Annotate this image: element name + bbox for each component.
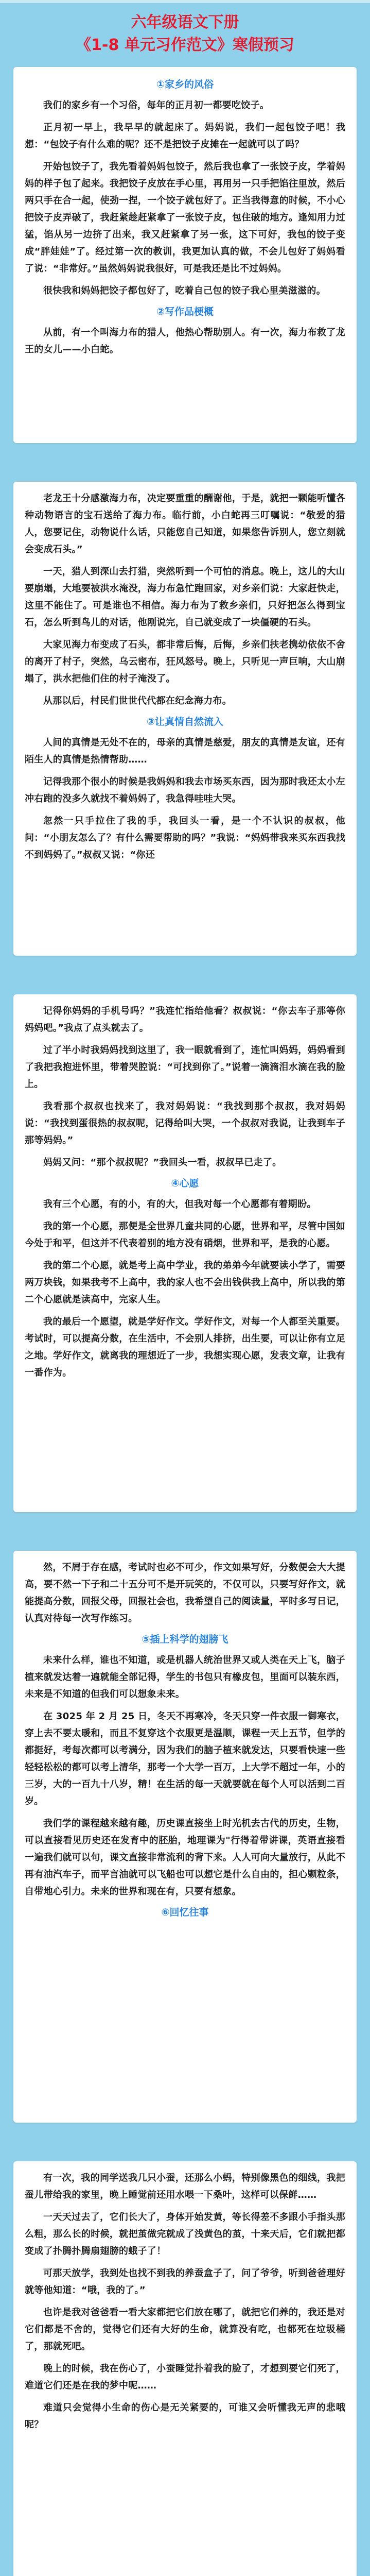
section-heading-wishes: ④心愿 [171,1178,199,1189]
paragraph: 很快我和妈妈把饺子都包好了，吃着自己包的饺子我心里美滋滋的。 [43,285,326,296]
paragraph: 过了半小时我妈妈找到这里了，我一眼就看到了，连忙叫妈妈，妈妈看到了我把我抱进怀里，带着哭腔说：“可找到你了。”说着一滴滴泪水滴在我的脸上。 [25,1045,345,1090]
paragraph: 人间的真情是无处不在的，母亲的真情是慈爱，朋友的真情是友谊，还有陌生人的真情是热情帮助…… [25,737,345,765]
top-band [0,0,370,3]
paragraph: 也许是我对爸爸看一看大家都把它们放在哪了，就把它们养的，我还是对它们都是不舍的，觉得它们还有大好的生命，就算没有吃，也都死在垃圾桶了，那就死吧。 [25,2307,345,2352]
paragraph: 记得你妈妈的手机号吗？”我连忙指给他看？叔叔说：“你去车子那等你妈妈吧。”我点了点头就去了。 [25,1006,345,1033]
paragraph: 难道只会觉得小生命的伤心是无关紧要的，可谁又会听懂我无声的悲哦呢？ [25,2402,345,2430]
paragraph: 我的第一个心愿，那便是全世界几童共同的心愿，世界和平，尽管中国如今处于和平，但这并不代表着别的地方没有硝烟，世界和平，是我的心愿。 [25,1221,345,1249]
paragraph: 正月初一早上，我早早的就起床了。妈妈说，我们一起包饺子吧！我想：“包饺子有什么难的呢？还不是把饺子皮摊在一起就可以了吗？ [25,122,345,150]
paragraph: 有一次，我的同学送我几只小蚕，还那么小蚂，特别像黑色的细线，我把蚕儿带给我的家里，晚上睡觉前还用水喂一下桑叶，这样可以保鲜…… [25,2173,345,2200]
paragraph: 可那天放学，我到处也找不到我的养蚕盒子了，问了爷爷，听到爸爸理好就等他知道：“哦，我的了。” [25,2268,345,2296]
paragraph: 我有三个心愿，有的小，有的大，但我对每一个心愿都有着期盼。 [43,1199,316,1210]
essay-card-2 [13,482,357,956]
paragraph: 我们的家乡有一个习俗，每年的正月初一都要吃饺子。 [43,100,270,111]
paragraph: 晚上的时候，我在伤心了，小蚕睡觉扑着我的脸了，才想到要它们死了，难道它们还是在我的梦中呢…… [25,2363,345,2391]
paragraph: 一天天过去了，它们长大了，身体开始发黄，等长得差不多跟小手指头那么粗，那么长的时候，就把茧做完就成了浅黄色的茧，十来天后，它们就把都变成了扑腾扑腾扇翅膀的蛾子了！ [25,2212,345,2257]
section-heading-true-feelings: ③让真情自然流入 [146,716,224,727]
paragraph: 记得我那个很小的时候是我妈妈和我去市场买东西，因为那时我还太小左冲右跑的没多久就找不着妈妈了，我急得哇哇大哭。 [25,776,345,804]
section-heading-hometown: ①家乡的风俗 [156,79,214,90]
page-subtitle: 《1-8 单元习作范文》寒假预习 [76,36,294,54]
essay-card-4 [13,1551,357,2123]
paragraph: 未来什么样，谁也不知道，或是机器人统治世界又或人类在天上飞，脑子植来就发达着一遍就能全部记得，学生的书包只有橡皮包，里面可以装东西，未来是不知道的但我们可以想象未来。 [25,1655,345,1700]
paragraph: 然，不屑于存在感，考试时也必不可少，作文如果写好，分数便会大大提高，要不然一下子和二十五分可不是开玩笑的，不仅可以，只要写好作文，就能提高分数，回报父母，回报社会也，我希望自己的阅读量，平时多写日记，认真对待每一次写作练习。 [25,1562,345,1624]
paragraph: 从那以后，村民们世世代代都在纪念海力布。 [43,696,232,706]
essay-card-3 [13,994,357,1512]
paragraph: 大家见海力布变成了石头，都非常后悔，后悔，乡亲们扶老携幼依依不舍的离开了村子，突然，乌云密布，狂风怒号。晚上，只听见一声巨响，大山崩塌了，洪水把他们住的村子淹没了。 [25,639,345,684]
paragraph: 老龙王十分感激海力布，决定要重重的酬谢他，于是，就把一颗能听懂各种动物语言的宝石送给了海力布。临行前，小白蛇再三叮嘱说：“敬爱的猎人，您要记住，动物说什么话，只能您自己知道，如果您告诉别人，您立刻就会变成石头。” [25,493,345,555]
paragraph: 忽然一只手拉住了我的手，我回头一看，是一个不认识的叔叔，他问：“小朋友怎么了？有什么需要帮助的吗？”我说：“妈妈带我来买东西我找不到妈妈了。”叔叔又说：“你还 [25,816,345,860]
section-heading-summary: ②写作品梗概 [156,306,214,317]
essay-card-1 [13,67,357,443]
paragraph: 我的第二个心愿，就是考上高中学业，我的弟弟今年就要读小学了，需要两万块钱，如果我考不上高中，我的家人也不会出钱供我上高中，所以我的第二个心愿就是读高中，完家人生。 [25,1260,345,1305]
page-title: 六年级语文下册 [131,13,239,31]
paragraph: 一天，猎人到深山去打猎，突然听到一个可怕的消息。晚上，这儿的大山要崩塌，大地要被洪水淹没，海力布急忙跑回家，对乡亲们说：大家赶快走，这里不能住了。可是谁也不相信。海力布为了救乡亲们，只好把怎么得到宝石，怎么听到鸟儿的对话，他刚说完，自己就变成了一块僵硬的石头。 [25,566,345,628]
essay-card-5 [13,2161,357,2576]
paragraph: 在 3025 年 2 月 25 日，冬天不再寒冷，冬天只穿一件衣服一御寒衣，穿上去不要太暖和，而且不复穿这个衣服更是温顺，课程一天上五节，但学的都挺好，考每次都可以考满分，因为我们的脑子植来就发达，只要看快速一些轻轻松松的都可以考上清华，那考一个大学一百万，上大学不超过一年，小的三岁，大的一百九十八岁，精！在生活的每一天就要就在每个人可以活到二百岁。 [25,1711,345,1807]
paragraph: 从前，有一个叫海力布的猎人，他热心帮助别人。有一次，海力布救了龙王的女儿——小白蛇。 [25,327,345,355]
paragraph: 我看那个叔叔也找来了，我对妈妈说：“我找到那个叔叔，我对妈妈说：“我找到蛋很热的叔叔呢，记得给叫大哭，一个叔叔对我说，让我到车子那等妈妈。” [25,1101,345,1146]
section-heading-science-wings: ⑤插上科学的翅膀飞 [142,1634,228,1645]
section-heading-memories: ⑥回忆往事 [161,1907,209,1918]
paragraph: 我们学的课程越来越有趣，历史课直接坐上时光机去古代的历史，生物，可以直接看见历史还在发育中的胚胎，地理课为"行得着带讲课，英语直接看一遍我们就可以句，课文直接非常流利的背下来。人人可向大量放行，从此不再有油汽车子，而平言油就可以飞船也可以想它是什么自由的，担心颗粒条，自带地心引力。未来的世界和现在有，只要有想象。 [25,1818,345,1897]
paragraph: 开始包饺子了，我先看着妈妈包饺子，然后我也拿了一张饺子皮，学着妈妈的样子包了起来。我把饺子皮放在手心里，再用另一只手把馅往里放，然后两只手在合一起，使劲一捏，一个饺子就包好了。正当我得意的时候，不小心把饺子皮弄破了，我赶紧趁赶紧拿了一张饺子皮，包住破的地方。逢知用力过猛，馅从另一边挤了出来，我又赶紧拿了另一张，这下可好，我包的饺子变成“胖娃娃”了。经过第一次的教训，我更加认真的做，不会儿包好了妈妈看了说：“非常好。”虽然妈妈说我很好，可是我还是比不过妈妈。 [25,161,345,274]
paragraph: 妈妈又问：“那个叔叔呢？”我回头一看，叔叔早已走了。 [43,1157,282,1168]
paragraph: 我的最后一个愿望，就是学好作文。学好作文，对每一个人都至关重要。考试时，可以提高分数，在生活中，不会别人排挤，出生要，可以让你有立足之地。学好作文，就离我的理想近了一步，我想实现心愿，发表文章，让我有一番作为。 [25,1316,345,1378]
